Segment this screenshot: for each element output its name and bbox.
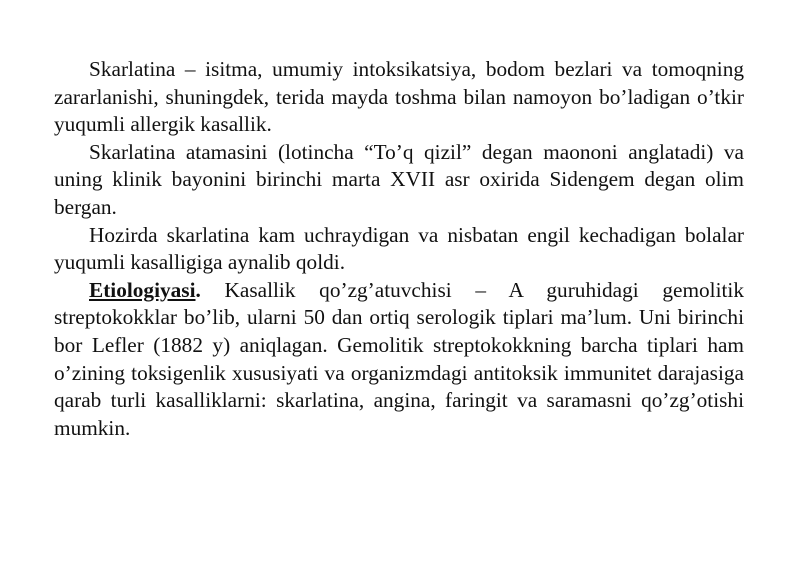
paragraph-etiology	[54, 277, 744, 443]
etiology-heading: Etiologiyasi	[89, 277, 196, 302]
etiology-text: Kasallik qo’zg’atuvchisi – A guruhidagi gemolitik streptokokklar bo’lib, ularni 50 dan ortiq serologik tiplari ma’lum. Uni birinchi bor Lefler (1882 y) aniqlagan. Gemolitik streptokokkning barcha tiplari ham o’zining toksigenlik xususiyati va organizmdagi antitoksik immunitet darajasiga qarab turli kasalliklarni: skarlatina, angina, faringit va saramasni qo’zg’otishi mumkin.	[54, 277, 744, 440]
paragraph-current-state: Hozirda skarlatina kam uchraydigan va nisbatan engil kechadigan bolalar yuqumli kasalligiga aynalib qoldi.	[54, 222, 744, 275]
document-page	[54, 56, 744, 442]
paragraph-definition: Skarlatina – isitma, umumiy intoksikatsiya, bodom bezlari va tomoqning zararlanishi, shuningdek, terida mayda toshma bilan namoyon bo’ladigan o’tkir yuqumli allergik kasallik.	[54, 57, 744, 137]
etiology-heading-punct: .	[195, 277, 201, 302]
paragraph-name-origin: Skarlatina atamasini (lotincha “To’q qizil” degan maononi anglatadi) va uning klinik bayonini birinchi marta XVII asr oxirida Sidengem degan olim bergan.	[54, 139, 744, 219]
